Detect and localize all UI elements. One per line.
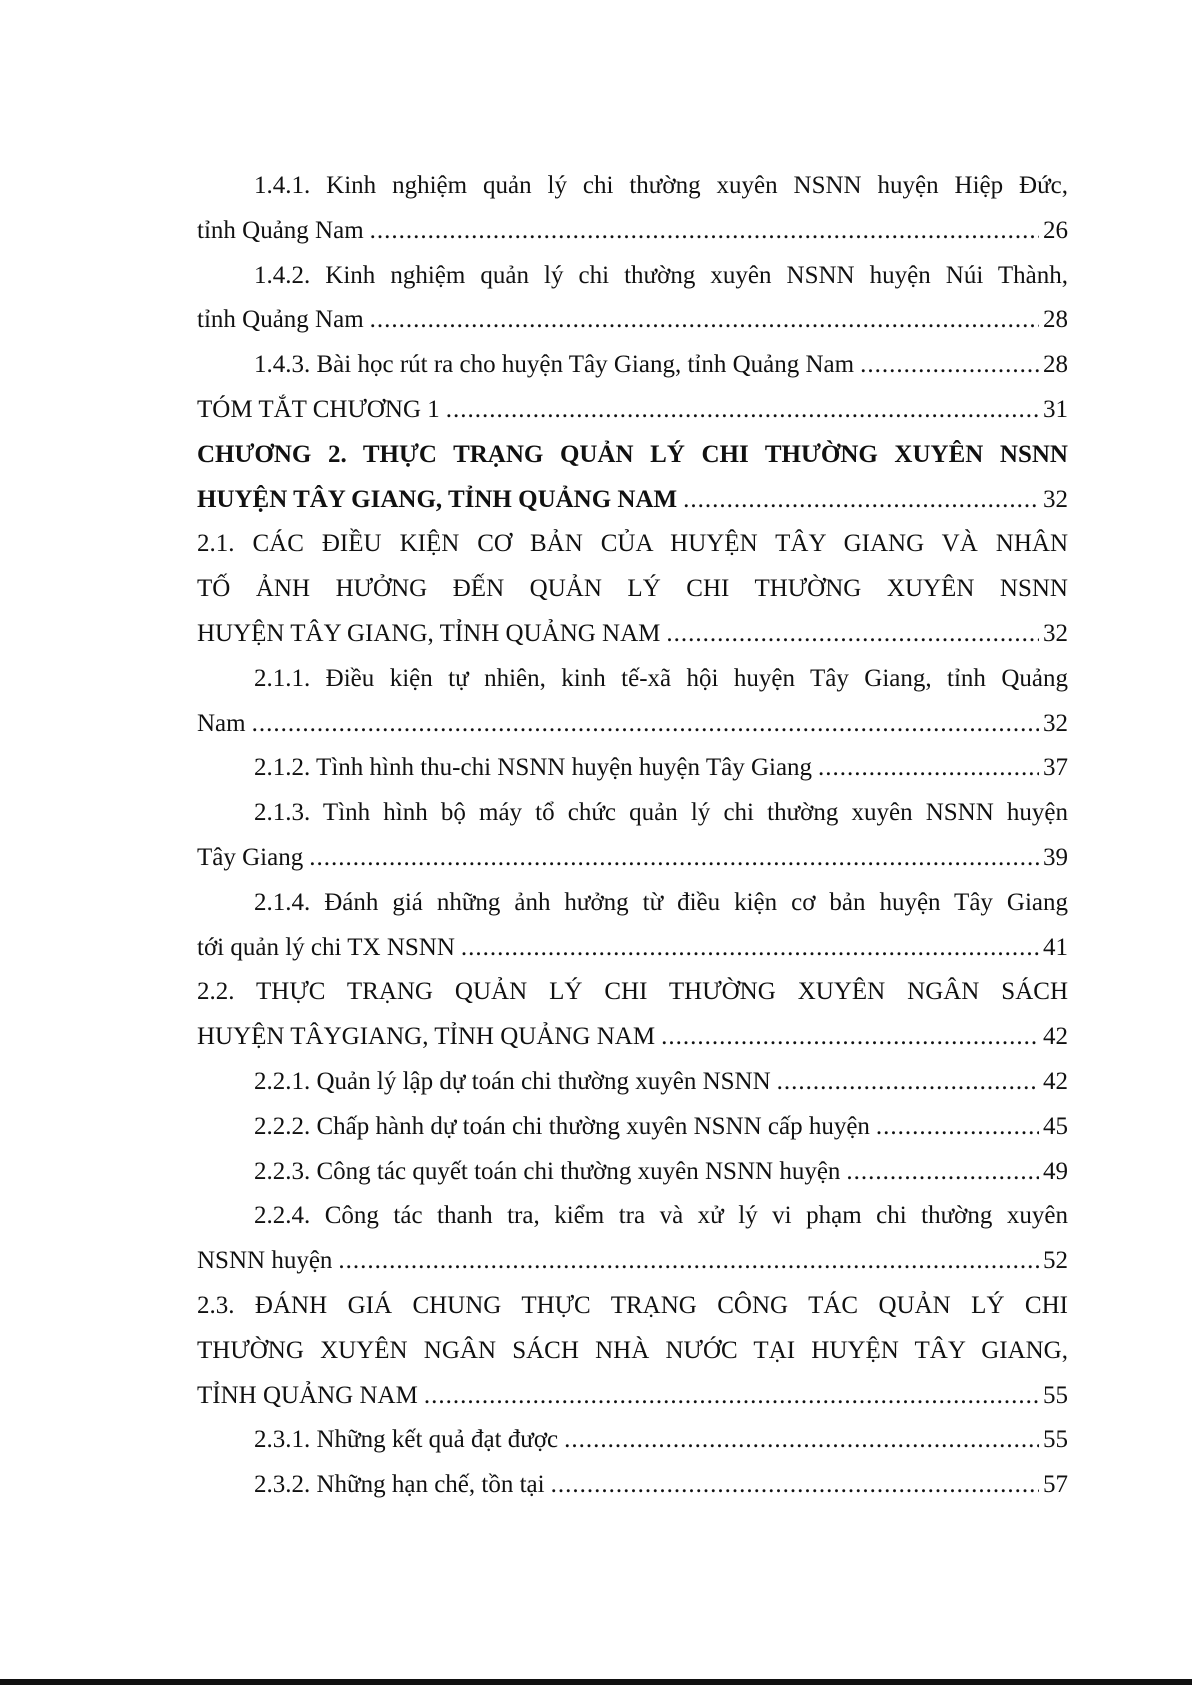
dot-leader	[338, 1239, 1039, 1284]
toc-entry[interactable]	[197, 657, 1068, 747]
toc-page-number: 32	[1043, 619, 1068, 647]
toc-entry[interactable]	[197, 791, 1068, 881]
toc-page-number: 32	[1043, 485, 1068, 513]
toc-entry[interactable]	[197, 1284, 1068, 1418]
toc-entry-leader-line	[197, 1150, 1068, 1195]
toc-entry-text-line: 2.1.3. Tình hình bộ máy tổ chức quản lý chi thường xuyên NSNN huyện	[254, 799, 1068, 827]
toc-page-number: 28	[1043, 306, 1068, 334]
toc-entry-text-line: CHƯƠNG 2. THỰC TRẠNG QUẢN LÝ CHI THƯỜNG XUYÊN NSNN	[197, 440, 1068, 468]
toc-entry[interactable]	[197, 746, 1068, 791]
toc-entry-title: HUYỆN TÂY GIANG, TỈNH QUẢNG NAM	[197, 485, 678, 513]
toc-page-number: 39	[1043, 843, 1068, 871]
toc-page-number: 52	[1043, 1247, 1068, 1275]
toc-entry[interactable]	[197, 1150, 1068, 1195]
toc-entry-title: tỉnh Quảng Nam	[197, 306, 364, 334]
toc-page-number: 49	[1043, 1157, 1068, 1185]
toc-entry-leader-line	[197, 612, 1068, 657]
toc-entry-leader-line	[197, 1463, 1068, 1508]
toc-page-number: 31	[1043, 395, 1068, 423]
toc-entry-title: 2.3.2. Những hạn chế, tồn tại	[254, 1471, 545, 1499]
toc-entry-title: 2.1.2. Tình hình thu-chi NSNN huyện huyện Tây Giang	[254, 754, 813, 782]
toc-entry-leader-line	[197, 209, 1068, 254]
toc-entry-leader-line	[197, 478, 1068, 523]
dot-leader	[309, 836, 1039, 881]
dot-leader	[777, 1060, 1039, 1105]
dot-leader	[252, 702, 1039, 747]
toc-entry[interactable]	[197, 1463, 1068, 1508]
toc-entry-text-line: 1.4.1. Kinh nghiệm quản lý chi thường xuyên NSNN huyện Hiệp Đức,	[254, 172, 1068, 199]
toc-entry-leader-line	[197, 746, 1068, 791]
dot-leader	[876, 1105, 1039, 1150]
toc-entry-leader-line	[197, 1105, 1068, 1150]
dot-leader	[446, 388, 1039, 433]
toc-entry[interactable]	[197, 254, 1068, 344]
toc-page-number: 26	[1043, 216, 1068, 244]
dot-leader	[846, 1150, 1039, 1195]
toc-entry[interactable]	[197, 343, 1068, 388]
dot-leader	[551, 1463, 1039, 1508]
toc-entry-leader-line	[197, 702, 1068, 747]
toc-entry[interactable]	[197, 1418, 1068, 1463]
toc-entry-title: 2.3.1. Những kết quả đạt được	[254, 1426, 559, 1454]
toc-entry-title: TÓM TẮT CHƯƠNG 1	[197, 395, 440, 423]
toc-entry-text-line: 1.4.2. Kinh nghiệm quản lý chi thường xuyên NSNN huyện Núi Thành,	[254, 261, 1068, 289]
toc-entry-leader-line	[197, 1060, 1068, 1105]
toc-page-number: 32	[1043, 709, 1068, 737]
toc-entry-text-line: 2.1.1. Điều kiện tự nhiên, kinh tế-xã hội huyện Tây Giang, tỉnh Quảng	[254, 664, 1068, 692]
toc-entry-title: Tây Giang	[197, 843, 304, 871]
toc-entry-title: Nam	[197, 709, 246, 737]
toc-entry-title: 2.2.2. Chấp hành dự toán chi thường xuyên NSNN cấp huyện	[254, 1112, 870, 1140]
toc-entry[interactable]	[197, 1194, 1068, 1284]
toc-page-number: 42	[1043, 1067, 1068, 1095]
toc-entry[interactable]	[197, 881, 1068, 971]
toc-entry-leader-line	[197, 1418, 1068, 1463]
toc-entry[interactable]	[197, 522, 1068, 656]
toc-entry-leader-line	[197, 836, 1068, 881]
toc-entry-title: 1.4.3. Bài học rút ra cho huyện Tây Giang, tỉnh Quảng Nam	[254, 351, 855, 379]
toc-entry[interactable]	[197, 388, 1068, 433]
toc-entry-leader-line	[197, 926, 1068, 971]
toc-page-number: 42	[1043, 1023, 1068, 1051]
toc-entry-leader-line	[197, 1374, 1068, 1419]
toc-entry-text-line: 2.3. ĐÁNH GIÁ CHUNG THỰC TRẠNG CÔNG TÁC QUẢN LÝ CHI	[197, 1291, 1068, 1319]
toc-entry-title: 2.2.3. Công tác quyết toán chi thường xuyên NSNN huyện	[254, 1157, 841, 1185]
dot-leader	[666, 612, 1039, 657]
toc-entry-title: HUYỆN TÂY GIANG, TỈNH QUẢNG NAM	[197, 619, 661, 647]
toc-entry-leader-line	[197, 298, 1068, 343]
toc-entry-text-line: TỐ ẢNH HƯỞNG ĐẾN QUẢN LÝ CHI THƯỜNG XUYÊN NSNN	[197, 575, 1068, 603]
toc-page-number: 45	[1043, 1112, 1068, 1140]
toc-page-number: 41	[1043, 933, 1068, 961]
toc-entry-leader-line	[197, 388, 1068, 433]
dot-leader	[461, 926, 1039, 971]
toc-page-number: 57	[1043, 1471, 1068, 1499]
toc-entry-text-line: 2.2. THỰC TRẠNG QUẢN LÝ CHI THƯỜNG XUYÊN NGÂN SÁCH	[197, 978, 1068, 1006]
dot-leader	[860, 343, 1039, 388]
dot-leader	[818, 746, 1039, 791]
toc-page-number: 55	[1043, 1426, 1068, 1454]
page-bottom-edge	[0, 1679, 1192, 1685]
dot-leader	[370, 298, 1039, 343]
toc-entry-title: TỈNH QUẢNG NAM	[197, 1381, 418, 1409]
dot-leader	[661, 1015, 1039, 1060]
dot-leader	[424, 1374, 1039, 1419]
toc-entry[interactable]	[197, 1060, 1068, 1105]
toc-entry-text-line: 2.1.4. Đánh giá những ảnh hưởng từ điều kiện cơ bản huyện Tây Giang	[254, 888, 1068, 916]
toc-page-number: 28	[1043, 351, 1068, 379]
toc-entry-leader-line	[197, 1015, 1068, 1060]
toc-entry-title: HUYỆN TÂYGIANG, TỈNH QUẢNG NAM	[197, 1023, 656, 1051]
dot-leader	[683, 478, 1039, 523]
dot-leader	[370, 209, 1039, 254]
toc-entry-title: 2.2.1. Quản lý lập dự toán chi thường xuyên NSNN	[254, 1067, 771, 1095]
toc-page-number: 55	[1043, 1381, 1068, 1409]
toc-entry-leader-line	[197, 1239, 1068, 1284]
dot-leader	[564, 1418, 1039, 1463]
toc-entry[interactable]	[197, 970, 1068, 1060]
toc-entry-title: tỉnh Quảng Nam	[197, 216, 364, 244]
toc-entry[interactable]	[197, 433, 1068, 523]
toc-entry-text-line: THƯỜNG XUYÊN NGÂN SÁCH NHÀ NƯỚC TẠI HUYỆN TÂY GIANG,	[197, 1336, 1068, 1364]
toc-entry-title: tới quản lý chi TX NSNN	[197, 933, 455, 961]
toc-entry-text-line: 2.1. CÁC ĐIỀU KIỆN CƠ BẢN CỦA HUYỆN TÂY GIANG VÀ NHÂN	[197, 530, 1068, 558]
table-of-contents	[197, 164, 1068, 1508]
toc-entry[interactable]	[197, 1105, 1068, 1150]
toc-page-number: 37	[1043, 754, 1068, 782]
toc-entry-text-line: 2.2.4. Công tác thanh tra, kiểm tra và xử lý vi phạm chi thường xuyên	[254, 1202, 1068, 1230]
toc-entry-title: NSNN huyện	[197, 1247, 333, 1275]
toc-entry-leader-line	[197, 343, 1068, 388]
toc-entry[interactable]	[197, 164, 1068, 254]
